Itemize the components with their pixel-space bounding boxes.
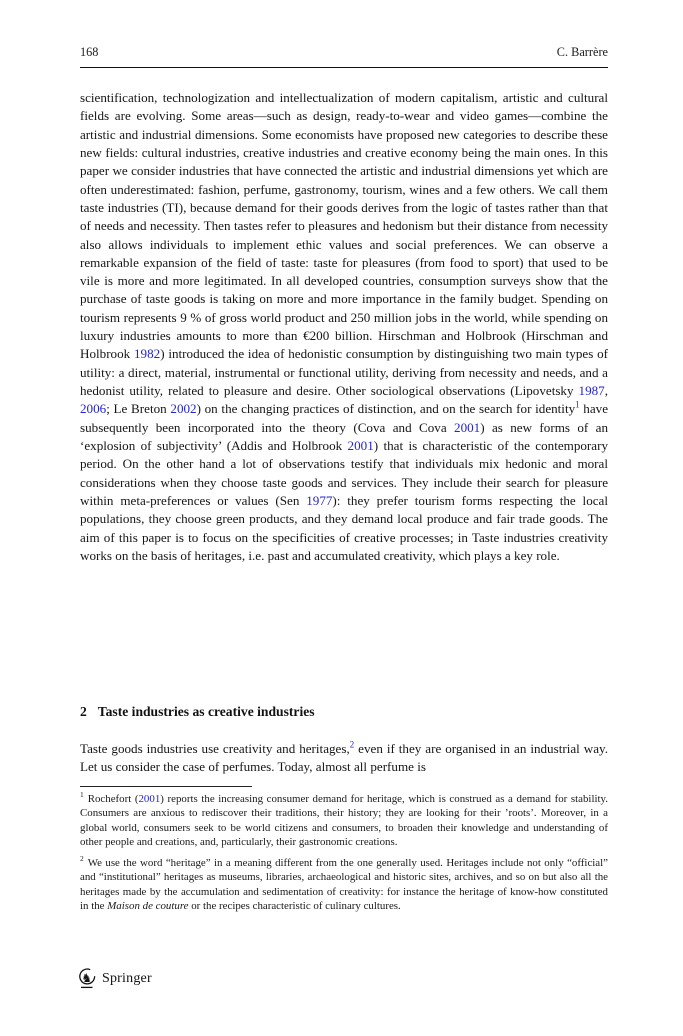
running-header (80, 45, 608, 68)
citation-link[interactable]: 1 (575, 399, 580, 410)
publisher-footer (78, 968, 152, 989)
text-segment: ) as new forms of an ‘explosion of subjectivity’ (Addis and Holbrook (80, 419, 609, 453)
section-number: 2 (80, 704, 87, 719)
text-segment: scientification, technologization and intellectualization of modern capitalism, artistic and cultural fields are evolving. Some areas—such as design, ready-to-wear and video games—combine the artistic and industrial dimensions. Some economists have proposed new categories to describe these new fields: cultural industries, creative industries and creative economy being the main ones. In this paper we consider industries that have connected the artistic and industrial dimensions yet which are often underestimated: fashion, perfume, gastronomy, tourism, wines and a few others. We call them taste industries (TI), because demand for their goods derives from the logic of tastes rather than that of needs and necessity. Then tastes refer to pleasures and hedonism but their distance from necessity also allows individuals to implement ethic values and social preferences. We can observe a remarkable expansion of the field of taste: taste for pleasures (from food to sport) that used to be vile is more and more legitimated. In all developed countries, consumption surveys show that the purchase of taste goods is taking on more and more importance in the family budget. Spending on tourism represents 9 % of gross world product and 250 million jobs in the world, while spending on luxury industries amounts to more than €200 billion. Hirschman and Holbrook (Hirschman and Holbrook (80, 90, 608, 362)
text-segment: , (604, 383, 608, 398)
section-paragraph (80, 740, 608, 777)
running-author: C. Barrère (556, 45, 608, 59)
citation-link[interactable]: 1982 (134, 346, 161, 362)
text-segment: ) introduced the idea of hedonistic consumption by distinguishing two main types of utility: a direct, material, instrumental or functional utility, deriving from necessity and needs, and a hedonist utility, related to pleasure and desire. Other sociological observations (Lipovetsky (80, 346, 608, 398)
section-title: Taste industries as creative industries (97, 704, 315, 719)
text-segment: ) that is characteristic of the contemporary period. On the other hand a lot of observations testify that individuals mix hedonic and moral considerations when they choose taste goods and services. They include their search for pleasure within meta-preferences or values (Sen (80, 437, 608, 508)
footnote-separator (80, 786, 252, 787)
text-segment: have subsequently been incorporated into the theory (Cova and Cova (80, 401, 609, 435)
text-segment: ): they prefer tourism forms respecting the local populations, they choose green products, and they demand local produce and fair trade goods. The aim of this paper is to focus on the specificities of creative processes; in Taste industries creativity works on the basis of heritages, i.e. past and accumulated creativity, which plays a key role. (80, 492, 609, 563)
intro-paragraph (80, 89, 608, 565)
text-segment: Taste goods industries use creativity and heritages, (80, 741, 350, 756)
footnote-2 (80, 856, 608, 914)
page-number: 168 (80, 45, 99, 59)
springer-knight-icon (78, 968, 97, 989)
text-segment: or the recipes characteristic of culinary cultures. (188, 900, 401, 913)
citation-link[interactable]: 2001 (138, 793, 161, 805)
text-segment: Maison de couture (107, 900, 189, 913)
svg-text:♞: ♞ (81, 970, 93, 985)
text-segment: ) reports the increasing consumer demand for heritage, which is construed as a demand for stability. Consumers are anxious to rediscover their traditions, their history; they are looking for their ’roots’. Moreover, in a global world, consumers seek to be world citizens and consumers, to broaden their knowledge and understanding of other people and creations, and, particularly, their gastronomic creations. (80, 793, 608, 849)
publisher-name: Springer (102, 970, 152, 986)
section-heading (80, 704, 608, 720)
citation-link[interactable]: 2006 (80, 401, 107, 417)
text-segment: ; Le Breton (106, 401, 171, 417)
footnotes-block (80, 792, 608, 914)
citation-link[interactable]: 1987 (578, 383, 605, 398)
citation-link[interactable]: 1977 (306, 492, 333, 508)
citation-link[interactable]: 2002 (170, 401, 197, 417)
citation-link[interactable]: 2001 (347, 437, 374, 453)
citation-link[interactable]: 2001 (454, 419, 481, 435)
footnote-marker: 1 (80, 790, 84, 800)
text-segment: Rochefort ( (87, 793, 139, 805)
text-segment: even if they are organised in an industrial way. Let us consider the case of perfumes. Today, almost all perfume is (80, 741, 608, 775)
citation-link[interactable]: 2 (349, 739, 355, 750)
footnote-1 (80, 792, 608, 850)
text-segment: ) on the changing practices of distinction, and on the search for identity (196, 401, 576, 417)
footnote-marker: 2 (80, 854, 84, 864)
text-segment: We use the word “heritage” in a meaning different from the one generally used. Heritages include not only “official” and “institutional” heritages as museums, libraries, archaeological and historic sites, archives, and so on but also all the heritages made by the accumulation and sedimentation of creativity: for instance the heritage of know-how constituted in the (80, 856, 608, 913)
